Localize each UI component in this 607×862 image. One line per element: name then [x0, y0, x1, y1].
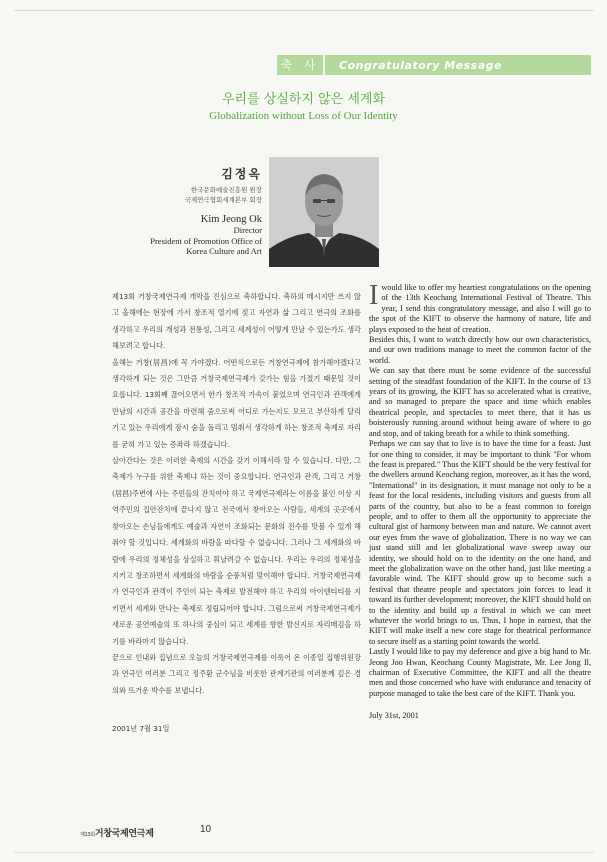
korean-paragraph: 제13회 거창국제연극제 개막을 진심으로 축하합니다. 축하의 메시지만 쓰지 않고 올해에는 현장에 가서 창조적 열기에 젖고 자연과 삶 그리고 연극의 조화를 생각하고 우리의 개성과 전통성, 그리고 세계성이 어떻게 만날 수 있는가도 생각해보려고 합니다.: [112, 292, 361, 351]
drop-cap: I: [369, 280, 379, 311]
section-label-korean: 축 사: [277, 55, 325, 75]
author-title-english-1: Director: [233, 225, 262, 235]
english-paragraph: We can say that there must be some evidence of the successful setting of the steadfast foundation of the KIFT. In the course of 13 years of its growing, the KIFT has so accelerated what is creative, and so managed to prepare the space and time which enables theatrical people, and spectacles to meet there, that it has us boisterously running around without being aware of where to go and stop, and of taking breath for a while to think something.: [369, 366, 591, 438]
top-rule: [14, 10, 594, 11]
article-title-english: Globalization without Loss of Our Identity: [209, 110, 398, 122]
author-block: [42, 165, 262, 257]
english-paragraph: Perhaps we can say that to live is to have the time for a feast. Just for one thing to consider, it may be important to think "For whom the feast is prepared." Thus the KIFT should be the very festival for the dwellers around Keochang region, moreover, as it has the word, "International" in its designation, it must manage not only to be a feast for the local residents, including visitors and guests from all parts of the country, but also to be a feast common to foreign people, and to offer to them all the opportunity to appreciate the cultural gist of harmony between man and nature. We cannot avert our eyes from the wave of globalization. There is no way we can just stand still and let globalizational wave sweep away our identity, we should hold on to the identity on the one hand, and meet the globalization wave on the other hand, just like meeting a favorable wind. The KIFT should grow up to become such a festival that theatre people and spectators join forces to lead it toward its further development; moreover, the KIFT should hold on to the identity and build up a festival in which we can meet whatever the world brings to us. Thus, I hope in earnest, that the KIFT will make itself a new core stage for theatrical performance to secure itself as a starting point towards the world.: [369, 439, 591, 646]
korean-paragraph: 올해는 거창(居昌)에 꼭 가야겠다. 어떤식으로든 거창연극제에 참가해야겠다고 생각하게 되는 것은 그만큼 거창국제연극제가 갖가는 힘을 가졌기 때문일 것이 요롭니다. 13회째 끊어오면서 한가 창조적 가속이 붙었으며 연극인과 관객에게 만남의 시간과 공간을 마련해 줌으로써 어디로 가는지도 모르고 부산하게 달리기고 있는 우리에게 잠시 숨을 돌리고 멈춰서 생각하게 하는 창조적 축제로 자리를 굳혀 가고 있는 증좌라 하겠습니다.: [112, 357, 361, 449]
author-title-korean-1: 한국문화예술진흥원 원장: [190, 186, 262, 194]
english-body: [369, 280, 591, 722]
english-paragraph: Besides this, I want to watch directly how our own characteristics, and our own traditions manage to meet the common factor of the world.: [369, 335, 591, 365]
section-label-english: Congratulatory Message: [339, 58, 502, 72]
english-paragraph: Lastly I would like to pay my deference and give a big hand to Mr. Jeong Joo Hwan, Keochang County Magistrate, Mr. Lee Jong Il, chairman of Executive Committee, the KIFT and all the theatre men and those concerned who have with endurance and tenacity of purpose managed to take the best care of the KIFT. Thank you.: [369, 647, 591, 698]
korean-body: [112, 289, 361, 738]
korean-paragraph: 살아간다는 것은 이러한 축제의 시간을 갖기 이해서라 할 수 있습니다. 다만, 그 축제가 누구를 위한 축제냐 하는 것이 중요합니다. 연극인과 관객, 그리고 거창(居昌)주변에 사는 주민들의 잔치여야 하고 국제연극제라는 이름을 붙인 이상 지역주민의 집안잔치에 끝나지 않고 전국에서 찾아오는 사람들, 세계의 곳곳에서 찾아오는 손님들에게도 예술과 자연이 조화되는 문화의 진수를 맛볼 수 있게 해줘야 할 것입니다. 세계화의 바람을 따다할 수 없습니다. 그러나 그 세계화의 바람에 우리의 정체성을 상실하고 휘날려갈 수 없습니다. 우리는 우리의 정체성을 지키고 창조하면서 세계화의 바람을 순풍처럼 맞이해야 합니다. 거창국제연극제가 연극인과 관객이 주인이 되는 축제로 발전해야 하고 우리의 아이덴티티를 지키면서 세계와 만나는 축제로 정립되어야 합니다. 그럼으로써 거창국제연극제가 새로운 공연예술의 또 하나의 중심이 되고 세계를 향한 발신지로 자리매김을 하기를 바라마지 않습니다.: [112, 456, 361, 646]
english-paragraph-first: [369, 280, 591, 335]
author-title-english-2: President of Promotion Office of: [150, 235, 262, 246]
festival-brand-name: 거창국제연극제: [94, 829, 154, 839]
korean-paragraph: 끝으로 인내와 집념으로 오늘의 거창국제연극제를 이룩어 온 이종일 집행위원장과 연극인 여러분 그리고 정주환 군수님을 비롯한 관계기관의 여러분께 깊은 경의와 뜨거운 박수를 보냅니다.: [112, 652, 361, 695]
bottom-rule: [14, 852, 594, 853]
korean-date: 2001년 7월 31일: [112, 724, 170, 734]
english-paragraph-text: would like to offer my heartiest congratulations on the opening of the 13th Keochang International Festival of Theatre. This year, I send this congratulatory message, and also I will go to the spot of the KIFT to observe the harmony of nature, life and plays exposed to the heat of creation.: [369, 283, 591, 334]
portrait-illustration: [269, 157, 379, 267]
author-title-korean-2: 국제연극협회세계본부 회장: [184, 196, 262, 204]
author-title-english-3: Korea Culture and Art: [186, 246, 262, 256]
english-date: July 31st, 2001: [369, 711, 419, 721]
author-name-english: Kim Jeong Ok: [200, 214, 262, 225]
festival-brand-prefix: 제13회: [80, 832, 95, 838]
author-name-korean: 김정옥: [221, 167, 262, 181]
festival-brand: [80, 826, 154, 839]
author-portrait: [269, 157, 379, 267]
section-header: [277, 55, 591, 75]
page-number: 10: [200, 824, 212, 835]
article-title-korean: 우리를 상실하지 않은 세계화: [221, 92, 386, 107]
